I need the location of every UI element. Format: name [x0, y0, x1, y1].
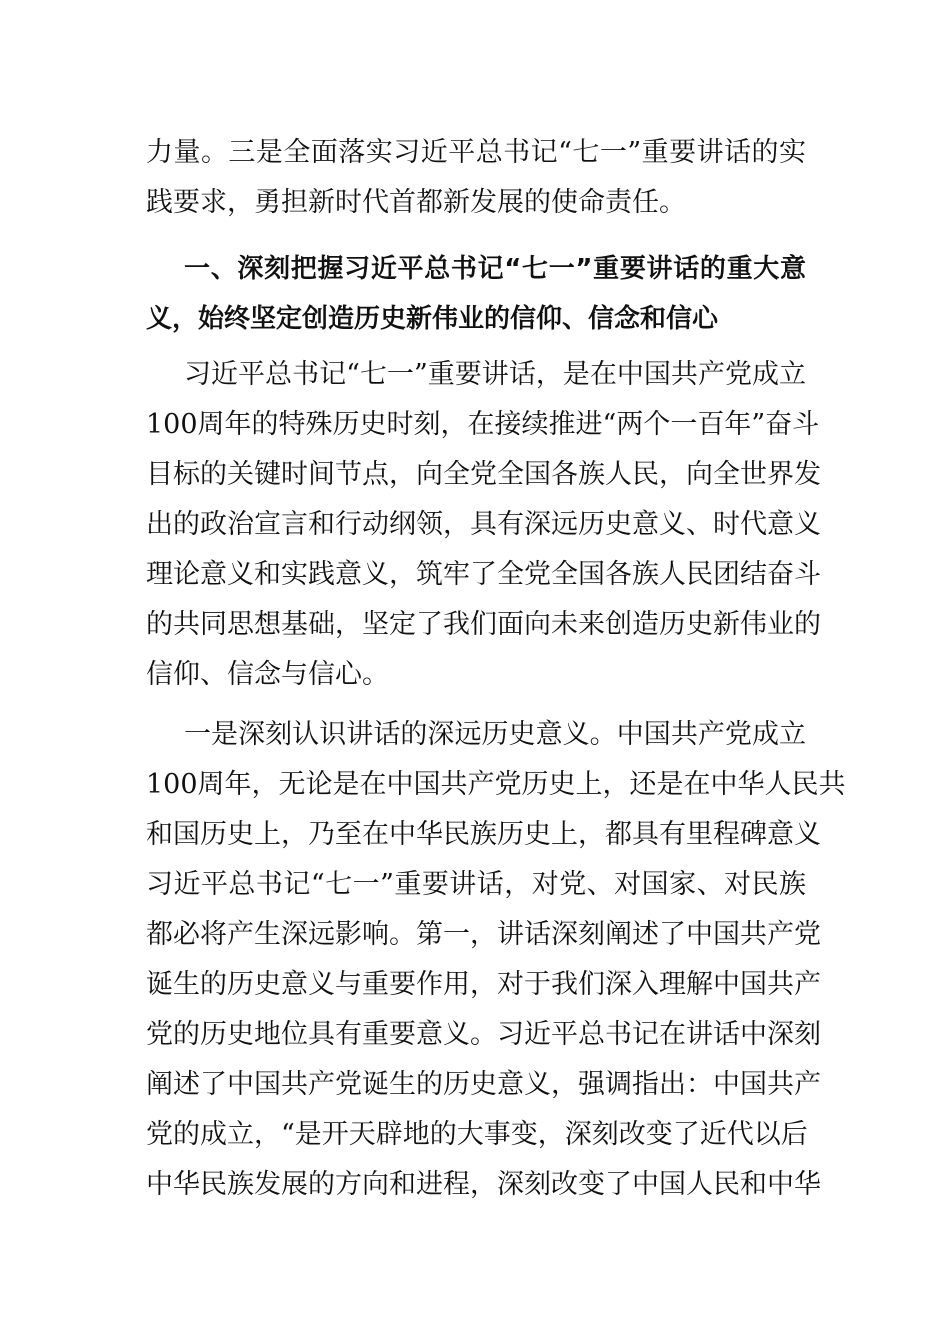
paragraph-line: 中华民族发展的方向和进程，深刻改变了中国人民和中华: [146, 1169, 821, 1200]
paragraph-line: 都必将产生深远影响。第一，讲话深刻阐述了中国共产党: [146, 919, 821, 950]
paragraph-line: 出的政治宣言和行动纲领，具有深远历史意义、时代意义: [146, 509, 821, 540]
paragraph-line: 理论意义和实践意义，筑牢了全党全国各族人民团结奋斗: [146, 559, 821, 590]
paragraph-line: 和国历史上，乃至在中华民族历史上，都具有里程碑意义: [146, 819, 821, 850]
paragraph-line: 100周年的特殊历史时刻，在接续推进“两个一百年”奋斗: [146, 409, 820, 440]
paragraph-line: 100周年，无论是在中国共产党历史上，还是在中华人民共: [146, 769, 846, 800]
paragraph-line: 诞生的历史意义与重要作用，对于我们深入理解中国共产: [146, 969, 821, 1000]
section-heading-line: 义，始终坚定创造历史新伟业的信仰、信念和信心: [146, 304, 719, 334]
paragraph-line: 习近平总书记“七一”重要讲话，是在中国共产党成立: [184, 359, 806, 390]
paragraph-line: 力量。三是全面落实习近平总书记“七一”重要讲话的实: [146, 137, 806, 168]
paragraph-line: 践要求，勇担新时代首都新发展的使命责任。: [146, 187, 686, 218]
paragraph-line: 习近平总书记“七一”重要讲话，对党、对国家、对民族: [146, 869, 806, 900]
paragraph-line: 目标的关键时间节点，向全党全国各族人民，向全世界发: [146, 459, 821, 490]
section-heading-line: 一、深刻把握习近平总书记“七一”重要讲话的重大意: [184, 254, 806, 284]
paragraph-line: 党的成立，“是开天辟地的大事变，深刻改变了近代以后: [146, 1119, 808, 1150]
paragraph-line: 一是深刻认识讲话的深远历史意义。中国共产党成立: [184, 719, 806, 750]
paragraph-line: 党的历史地位具有重要意义。习近平总书记在讲话中深刻: [146, 1019, 821, 1050]
paragraph-line: 阐述了中国共产党诞生的历史意义，强调指出：中国共产: [146, 1069, 821, 1100]
paragraph-line: 信仰、信念与信心。: [146, 659, 389, 690]
paragraph-line: 的共同思想基础，坚定了我们面向未来创造历史新伟业的: [146, 609, 821, 640]
